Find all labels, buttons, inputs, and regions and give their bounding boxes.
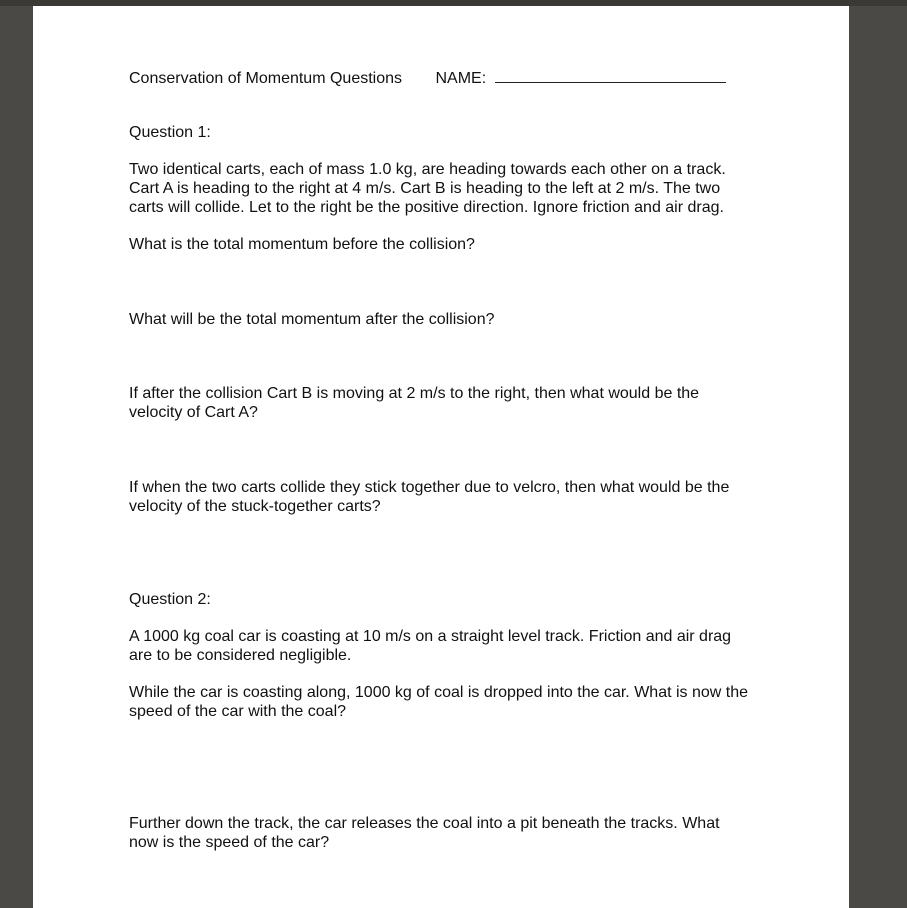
question-1-part-a: What is the total momentum before the collision? [129, 236, 475, 253]
intro-line: Two identical carts, each of mass 1.0 kg, are heading towards each other on a track. [129, 161, 726, 178]
worksheet-title: Conservation of Momentum Questions [129, 70, 403, 87]
name-blank-line [495, 67, 726, 83]
question-1-part-d: If when the two carts collide they stick together due to velcro, then what would be the velocity of the stuck-together carts? [129, 479, 730, 515]
question-2-intro [129, 627, 769, 665]
question-1-intro [129, 160, 769, 217]
question-1-part-b: What will be the total momentum after the collision? [129, 311, 495, 328]
question-2-part-b: Further down the track, the car releases the coal into a pit beneath the tracks. What now is the speed of the car? [129, 815, 720, 851]
intro-line: carts will collide. Let to the right be the positive direction. Ignore friction and air drag. [129, 199, 724, 216]
intro-line: Cart A is heading to the right at 4 m/s. Cart B is heading to the left at 2 m/s. The two [129, 180, 721, 197]
question-2-heading: Question 2: [129, 591, 211, 608]
worksheet-header [129, 67, 726, 88]
question-2-part-a: While the car is coasting along, 1000 kg of coal is dropped into the car. What is now the speed of the car with the coal? [129, 684, 749, 720]
intro-line: are to be considered negligible. [129, 647, 352, 664]
question-1-part-c: If after the collision Cart B is moving at 2 m/s to the right, then what would be the velocity of Cart A? [129, 385, 700, 421]
name-label: NAME: [435, 70, 487, 87]
intro-line: A 1000 kg coal car is coasting at 10 m/s on a straight level track. Friction and air drag [129, 628, 732, 645]
question-1-heading: Question 1: [129, 124, 211, 141]
document-page [33, 6, 849, 908]
